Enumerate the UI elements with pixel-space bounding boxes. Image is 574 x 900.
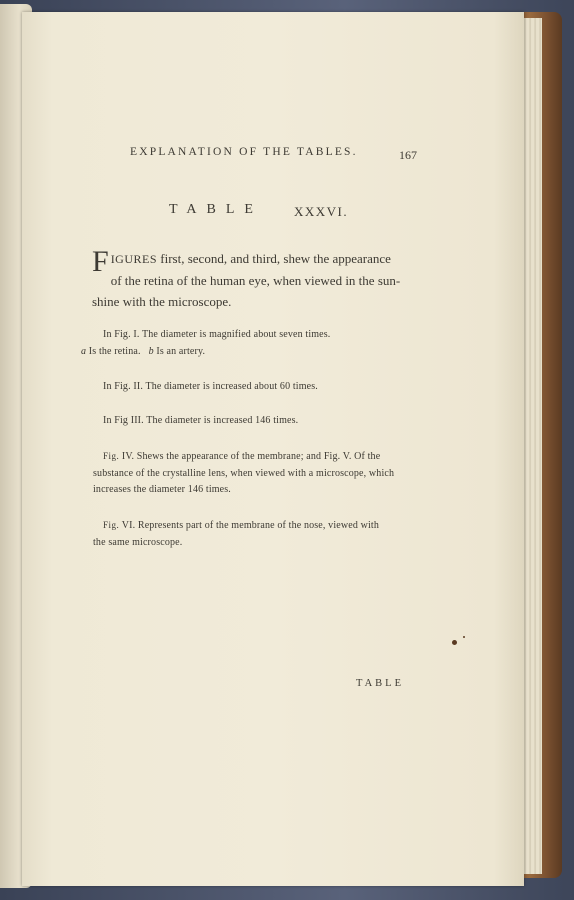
paragraph-fig-1 — [81, 327, 415, 360]
catchword: TABLE — [356, 678, 404, 689]
table-heading: TABLE — [169, 202, 263, 217]
retina-text: Is the retina. — [86, 345, 141, 357]
running-head: EXPLANATION OF THE TABLES. — [130, 146, 358, 158]
table-number: XXXVI. — [294, 204, 349, 219]
drop-cap: F — [92, 245, 109, 278]
lead-line-3: shine with the microscope. — [92, 294, 232, 309]
lead-line-1 — [92, 248, 414, 270]
paragraph-fig-2-line: In Fig. II. The diameter is increased about 60 times. — [103, 381, 318, 392]
paper-spot — [452, 640, 457, 645]
lead-paragraph — [92, 245, 414, 312]
paper-spot — [463, 636, 465, 638]
paragraph-fig-4-5 — [93, 448, 415, 499]
paragraph-fig-4-5-line-2: substance of the crystalline lens, when viewed with a microscope, which — [93, 467, 395, 479]
paragraph-fig-6 — [93, 517, 415, 551]
letter-b: b — [148, 345, 154, 357]
lead-line-2: of the retina of the human eye, when viewed in the sun- — [110, 273, 401, 288]
paragraph-fig-4-5-line-1-rest: IV. Shews the appearance of the membrane; and Fig. V. Of the — [119, 451, 381, 462]
fig-label: Fig. — [103, 451, 120, 461]
artery-text: Is an artery. — [153, 345, 206, 357]
page-number: 167 — [399, 148, 417, 162]
paragraph-fig-6-line-1-rest: VI. Represents part of the membrane of the nose, viewed with — [119, 520, 379, 531]
paragraph-fig-4-5-line-1 — [93, 448, 415, 466]
paragraph-fig-1-line-1: In Fig. I. The diameter is magnified about seven times. — [103, 329, 331, 340]
paragraph-fig-6-line-2: the same microscope. — [93, 536, 183, 548]
paragraph-fig-4-5-line-3: increases the diameter 146 times. — [93, 484, 231, 495]
fig-label: Fig. — [103, 520, 120, 530]
paragraph-fig-3 — [93, 413, 415, 430]
paragraph-fig-2 — [93, 379, 415, 396]
paragraph-fig-6-line-1 — [93, 517, 415, 535]
book-page — [22, 12, 524, 886]
lead-line-1-rest: first, second, and third, shew the appearance — [157, 251, 391, 266]
paragraph-fig-3-line: In Fig III. The diameter is increased 146 times. — [103, 415, 299, 426]
paragraph-fig-1-line-2 — [81, 344, 415, 361]
letter-a: a — [81, 345, 87, 357]
lead-caps: IGURES — [110, 252, 158, 266]
